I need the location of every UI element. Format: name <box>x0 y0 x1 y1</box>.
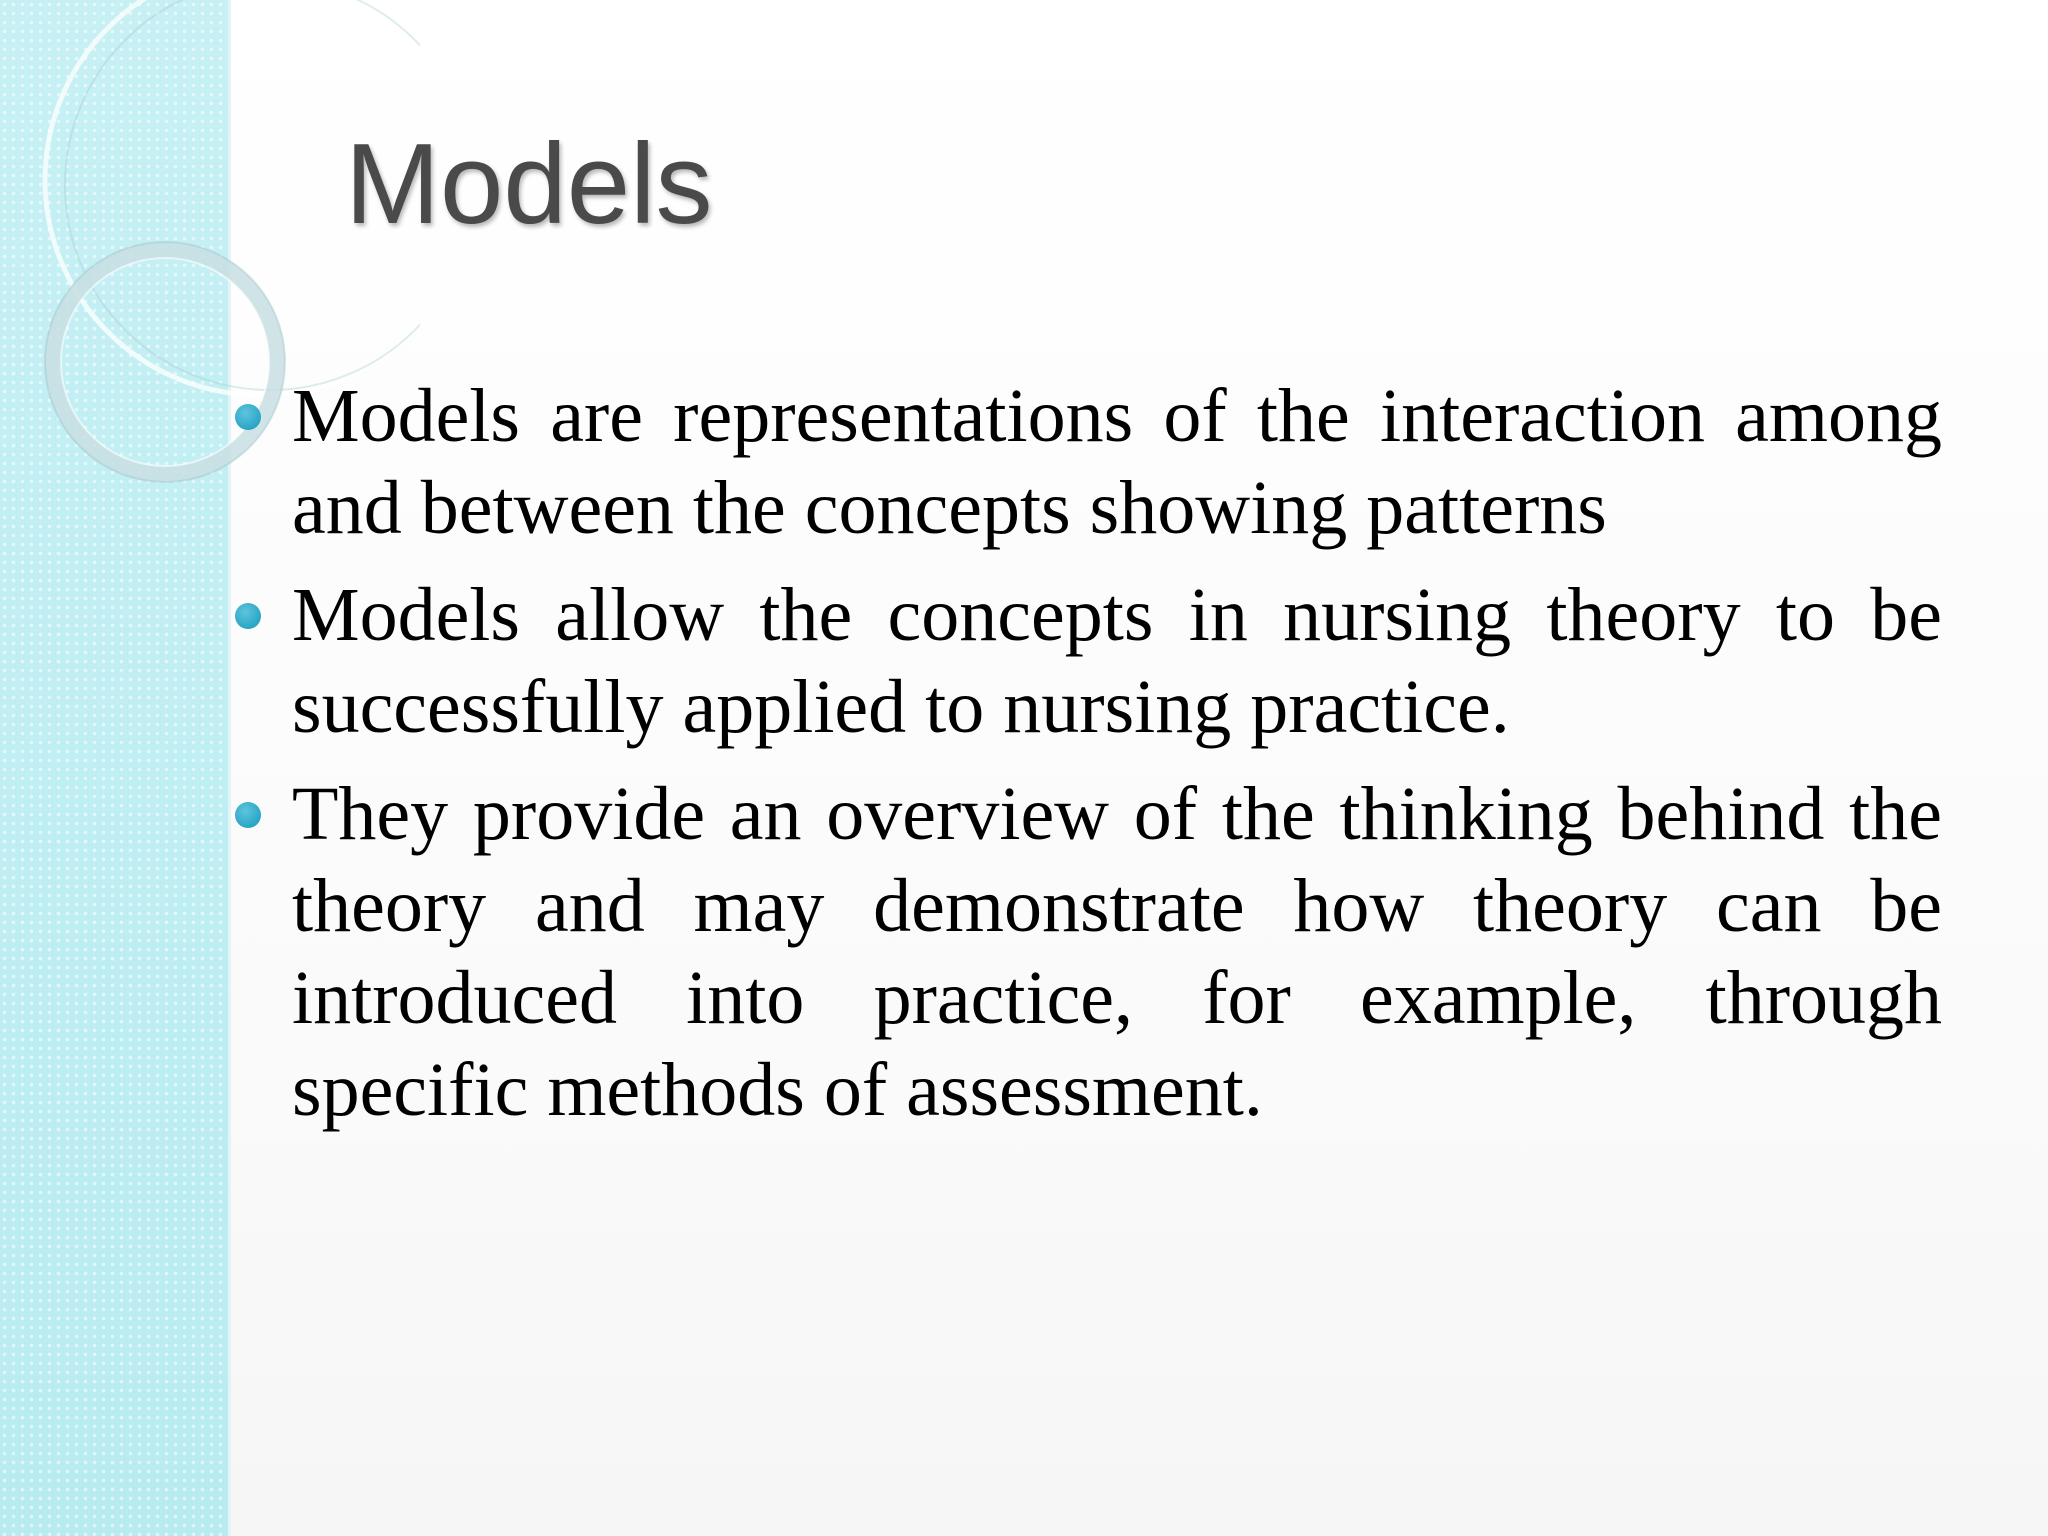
bullet-dot-icon <box>235 802 261 828</box>
bullet-list <box>292 370 1942 1151</box>
bullet-text: Models are representations of the interaction among and between the concepts showing patterns <box>292 374 1942 550</box>
bullet-item <box>292 768 1942 1136</box>
bullet-text: Models allow the concepts in nursing theory to be successfully applied to nursing practice. <box>292 573 1942 749</box>
bullet-item <box>292 569 1942 753</box>
bullet-item <box>292 370 1942 554</box>
bullet-dot-icon <box>235 603 261 629</box>
bullet-dot-icon <box>235 404 261 430</box>
slide-title: Models <box>345 121 713 248</box>
bullet-text: They provide an overview of the thinking behind the theory and may demonstrate how theory can be introduced into practice, for example, through specific methods of assessment. <box>292 772 1942 1132</box>
